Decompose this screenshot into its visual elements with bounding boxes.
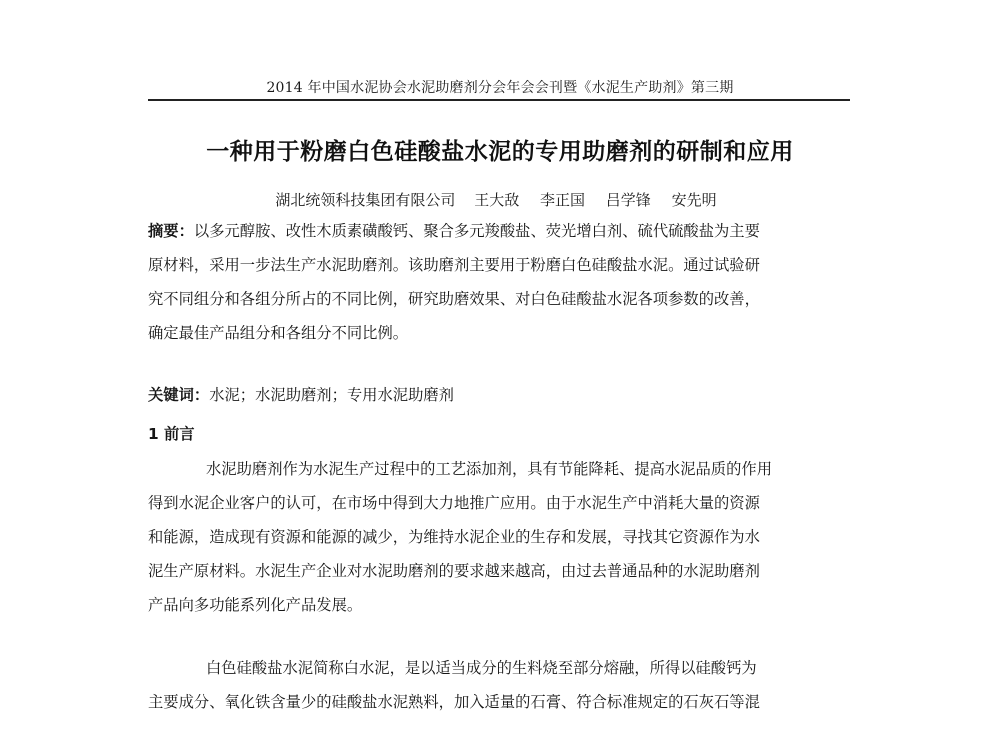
abstract-line: 摘要：以多元醇胺、改性木质素磺酸钙、聚合多元羧酸盐、荧光增白剂、硫代硫酸盐为主要 <box>148 222 760 240</box>
keywords <box>148 378 852 412</box>
author-name: 李正国 <box>539 191 585 209</box>
paragraph-line: 得到水泥企业客户的认可，在市场中得到大力地推广应用。由于水泥生产中消耗大量的资源 <box>148 494 760 512</box>
author-name: 吕学锋 <box>605 191 651 209</box>
keywords-label: 关键词： <box>148 386 210 404</box>
running-header: 2014 年中国水泥协会水泥助磨剂分会年会会刊暨《水泥生产助剂》第三期 <box>266 80 734 96</box>
paragraph-line: 主要成分、氧化铁含量少的硅酸盐水泥熟料，加入适量的石膏、符合标准规定的石灰石等混 <box>148 693 760 711</box>
abstract <box>148 214 852 350</box>
abstract-label: 摘要： <box>148 222 194 240</box>
author-name: 王大敌 <box>474 191 520 209</box>
author-organization: 湖北统领科技集团有限公司 <box>275 191 456 209</box>
paragraph-line: 泥生产原材料。水泥生产企业对水泥助磨剂的要求越来越高，由过去普通品种的水泥助磨剂 <box>148 562 760 580</box>
section-heading: 1 前言 <box>148 425 195 443</box>
paragraph-line: 和能源，造成现有资源和能源的减少，为维持水泥企业的生存和发展，寻找其它资源作为水 <box>148 528 760 546</box>
abstract-line: 原材料，采用一步法生产水泥助磨剂。该助磨剂主要用于粉磨白色硅酸盐水泥。通过试验研 <box>148 256 760 274</box>
paragraph-line: 产品向多功能系列化产品发展。 <box>148 596 363 614</box>
paragraph <box>148 452 852 622</box>
paragraph-line: 水泥助磨剂作为水泥生产过程中的工艺添加剂，具有节能降耗、提高水泥品质的作用 <box>206 460 772 478</box>
article-title: 一种用于粉磨白色硅酸盐水泥的专用助磨剂的研制和应用 <box>206 139 794 165</box>
author-line <box>100 189 900 210</box>
abstract-line: 究不同组分和各组分所占的不同比例，研究助磨效果、对白色硅酸盐水泥各项参数的改善， <box>148 290 760 308</box>
keywords-text: 水泥；水泥助磨剂；专用水泥助磨剂 <box>209 386 454 404</box>
keywords-line <box>148 378 852 412</box>
abstract-line: 确定最佳产品组分和各组分不同比例。 <box>148 324 409 342</box>
paragraph <box>148 651 852 719</box>
header-rule <box>148 99 850 101</box>
paragraph-line: 白色硅酸盐水泥简称白水泥，是以适当成分的生料烧至部分熔融，所得以硅酸钙为 <box>206 659 757 677</box>
author-name: 安先明 <box>671 191 717 209</box>
